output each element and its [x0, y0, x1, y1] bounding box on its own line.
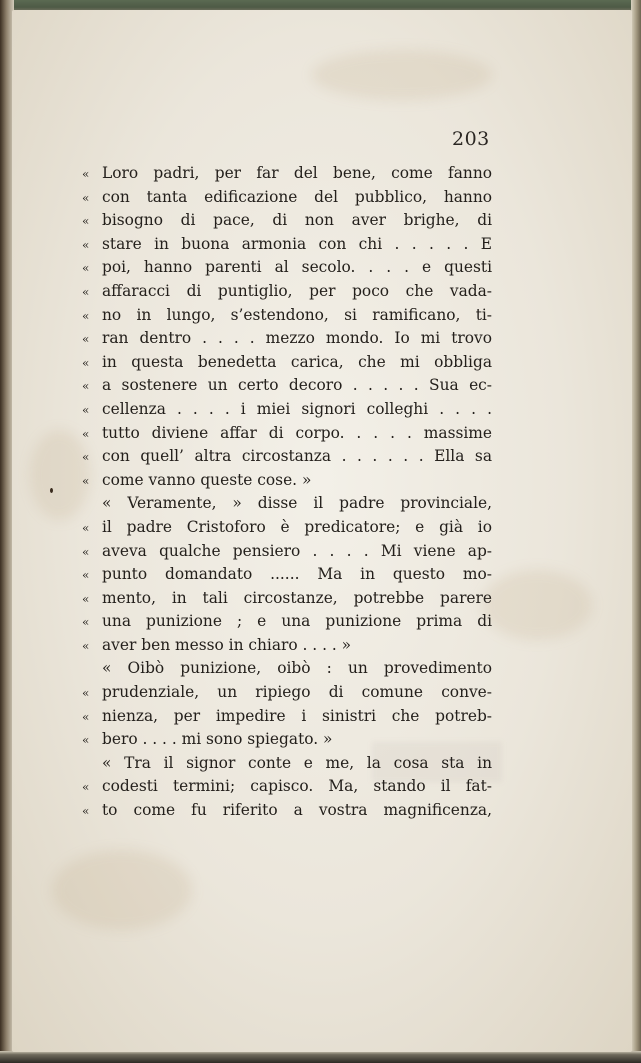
text-line — [82, 304, 492, 328]
text-line — [82, 681, 492, 705]
line-text: affaracci di puntiglio, per poco che vada- — [102, 281, 492, 300]
line-text: nienza, per impedire i sinistri che potreb- — [102, 706, 492, 725]
ink-spot — [50, 488, 53, 493]
text-line — [82, 657, 492, 681]
book-bottom-edge — [0, 1051, 641, 1063]
quotation-mark: « — [82, 190, 90, 205]
quotation-mark: « — [82, 332, 90, 347]
line-text: cellenza . . . . i miei signori colleghi . . . . — [102, 399, 492, 418]
text-line — [82, 540, 492, 564]
text-line — [82, 327, 492, 351]
line-text: « Veramente, » disse il padre provinciale, — [102, 494, 492, 513]
quotation-mark: « — [82, 520, 90, 535]
quotation-mark: « — [82, 214, 90, 229]
line-text: punto domandato ...... Ma in questo mo- — [102, 565, 492, 584]
text-line — [82, 209, 492, 233]
line-text: no in lungo, s’estendono, si ramificano, ti- — [102, 305, 492, 324]
line-text: aver ben messo in chiaro . . . . » — [102, 635, 352, 654]
quotation-mark: « — [82, 261, 90, 276]
text-line — [82, 634, 492, 658]
text-line — [82, 280, 492, 304]
line-text: come vanno queste cose. » — [102, 470, 312, 489]
text-line — [82, 492, 492, 516]
body-text — [82, 162, 492, 823]
text-line — [82, 351, 492, 375]
quotation-mark: « — [82, 473, 90, 488]
text-line — [82, 705, 492, 729]
text-line — [82, 162, 492, 186]
line-text: con quell’ altra circostanza . . . . . . Ella sa — [102, 447, 492, 466]
quotation-mark: « — [82, 167, 90, 181]
line-text: a sostenere un certo decoro . . . . . Sua ec- — [102, 376, 492, 395]
quotation-mark: « — [82, 355, 90, 370]
text-line — [82, 469, 492, 493]
quotation-mark: « — [82, 426, 90, 441]
line-text: una punizione ; e una punizione prima di — [102, 612, 492, 631]
line-text: con tanta edificazione del pubblico, hanno — [102, 187, 492, 206]
line-text: stare in buona armonia con chi . . . . . E — [102, 234, 492, 253]
line-text: il padre Cristoforo è predicatore; e già io — [102, 517, 492, 536]
line-text: Loro padri, per far del bene, come fanno — [102, 164, 492, 182]
text-line — [82, 374, 492, 398]
line-text: tutto diviene affar di corpo. . . . . massime — [102, 423, 492, 442]
quotation-mark: « — [82, 568, 90, 583]
quotation-mark: « — [82, 284, 90, 299]
quotation-mark: « — [82, 615, 90, 630]
line-text: aveva qualche pensiero . . . . Mi viene ap- — [102, 541, 492, 560]
quotation-mark: « — [82, 686, 90, 701]
text-line — [82, 256, 492, 280]
paper-stain — [312, 50, 492, 100]
quotation-mark: « — [82, 544, 90, 559]
quotation-mark: « — [82, 402, 90, 417]
line-text: in questa benedetta carica, che mi obbliga — [102, 352, 492, 371]
text-line — [82, 610, 492, 634]
line-text: codesti termini; capisco. Ma, stando il fat- — [102, 777, 492, 796]
paper-stain — [52, 850, 192, 930]
page-number: 203 — [452, 128, 490, 150]
quotation-mark: « — [82, 237, 90, 252]
text-line — [82, 775, 492, 799]
quotation-mark: « — [82, 780, 90, 795]
text-line — [82, 233, 492, 257]
quotation-mark: « — [82, 308, 90, 323]
quotation-mark: « — [82, 804, 90, 819]
line-text: bisogno di pace, di non aver brighe, di — [102, 211, 492, 230]
quotation-mark: « — [82, 709, 90, 724]
line-text: to come fu riferito a vostra magnificenza, — [102, 801, 492, 820]
line-text: bero . . . . mi sono spiegato. » — [102, 730, 333, 749]
paper-stain — [30, 430, 90, 520]
text-line — [82, 398, 492, 422]
line-text: « Oibò punizione, oibò : un provedimento — [102, 659, 492, 678]
quotation-mark: « — [82, 591, 90, 606]
line-text: « Tra il signor conte e me, la cosa sta in — [102, 753, 492, 772]
paper-stain — [482, 570, 592, 640]
quotation-mark: « — [82, 379, 90, 394]
text-line — [82, 563, 492, 587]
line-text: mento, in tali circostanze, potrebbe parere — [102, 588, 492, 607]
text-line — [82, 799, 492, 823]
text-line — [82, 422, 492, 446]
text-line — [82, 445, 492, 469]
line-text: prudenziale, un ripiego di comune conve- — [102, 683, 492, 702]
text-line — [82, 587, 492, 611]
text-line — [82, 752, 492, 776]
line-text: poi, hanno parenti al secolo. . . . e questi — [102, 258, 492, 277]
quotation-mark: « — [82, 733, 90, 748]
text-line — [82, 516, 492, 540]
page-fore-edge — [631, 0, 641, 1063]
quotation-mark: « — [82, 450, 90, 465]
text-line — [82, 186, 492, 210]
line-text: ran dentro . . . . mezzo mondo. Io mi trovo — [102, 329, 492, 348]
text-line — [82, 728, 492, 752]
quotation-mark: « — [82, 638, 90, 653]
